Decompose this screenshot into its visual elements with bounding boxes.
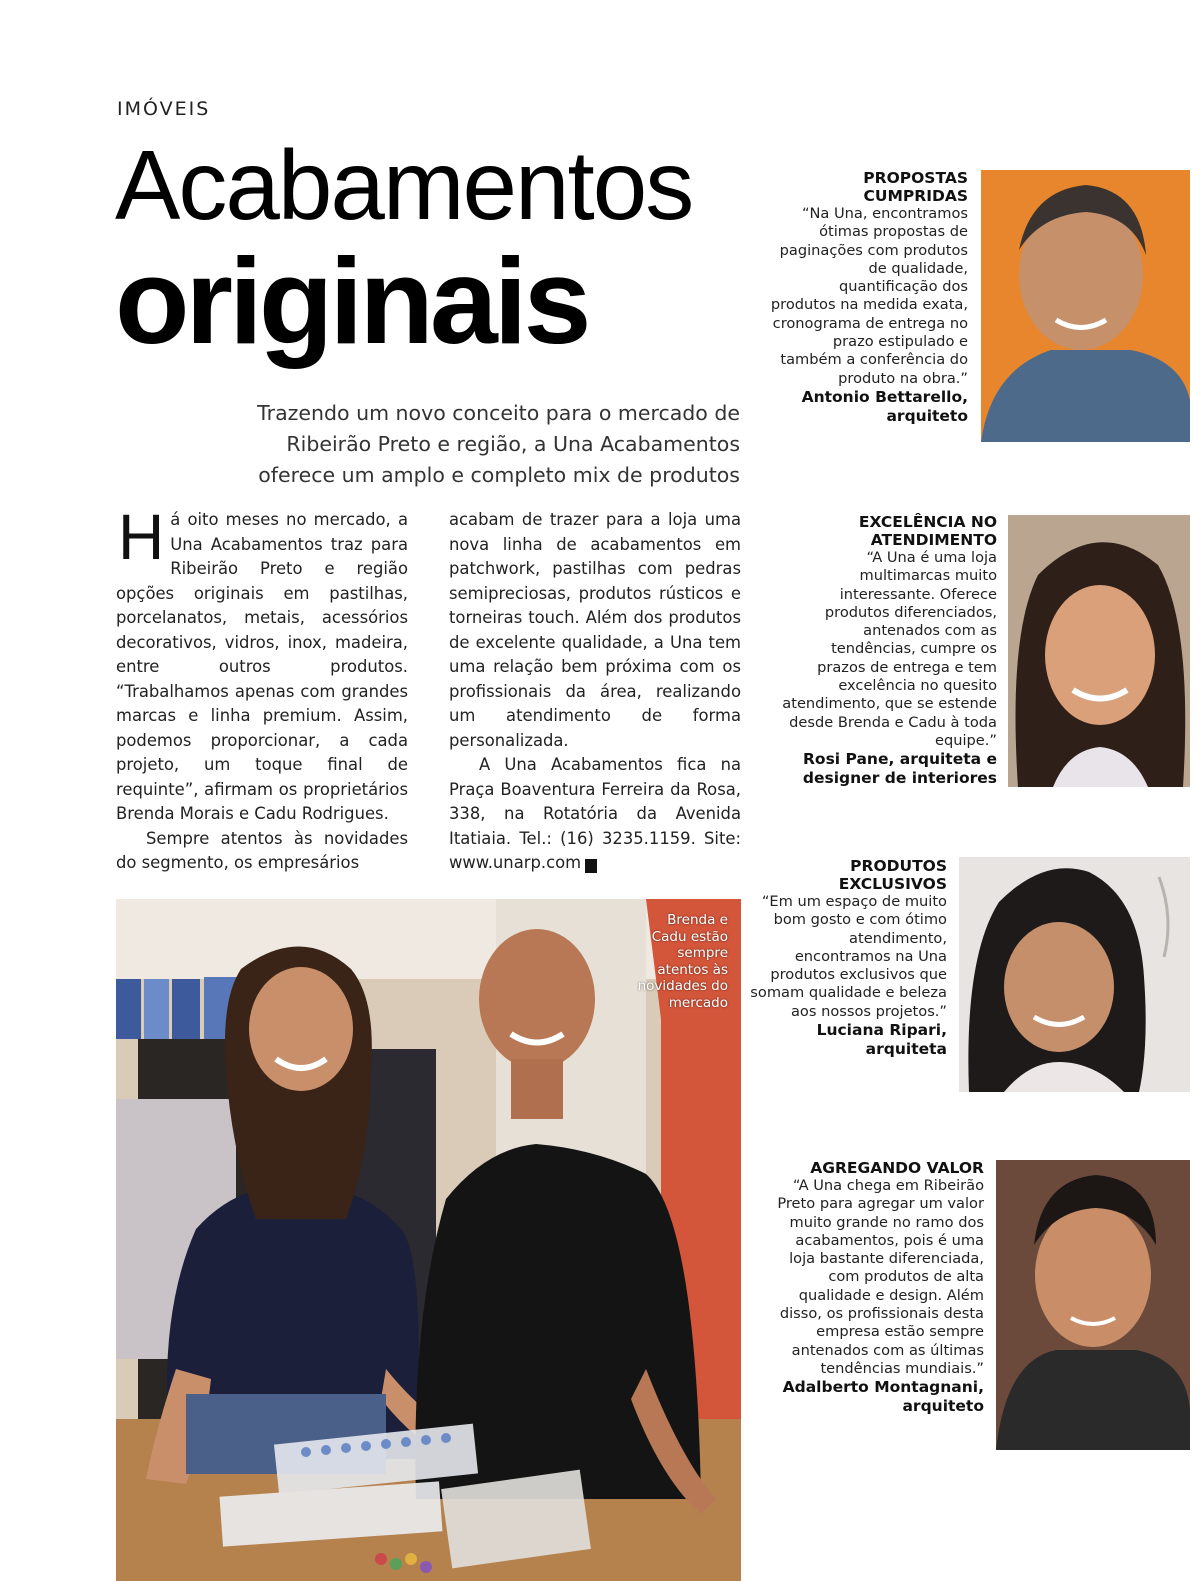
testimonial-title: EXCELÊNCIA NO ATENDIMENTO — [858, 513, 997, 549]
testimonial-title: PRODUTOS EXCLUSIVOS — [838, 857, 947, 893]
testimonial-title: AGREGANDO VALOR — [810, 1159, 984, 1177]
testimonial-1 — [770, 169, 968, 426]
article-paragraph — [116, 501, 408, 827]
testimonial-author: Adalberto Montagnani, arquiteto — [782, 1378, 984, 1416]
testimonial-2 — [780, 513, 997, 788]
end-mark-icon: r — [585, 859, 597, 873]
testimonial-3 — [750, 857, 947, 1059]
drop-cap: H — [118, 501, 165, 573]
testimonial-author: Rosi Pane, arquiteta e designer de interiores — [802, 750, 997, 788]
article-column-1 — [116, 501, 408, 876]
testimonial-text: “Em um espaço de muito bom gosto e com ótimo atendimento, encontramos na Una produtos exclusivos que somam qualidade e beleza aos nossos projetos.” — [750, 893, 947, 1020]
headline-line-1: Acabamentos — [115, 130, 693, 240]
subtitle: Trazendo um novo conceito para o mercado de Ribeirão Preto e região, a Una Acabamentos oferece um amplo e completo mix de produtos — [257, 401, 740, 487]
testimonial-title: PROPOSTAS CUMPRIDAS — [863, 169, 968, 205]
testimonial-text: “Na Una, encontramos ótimas propostas de paginações com produtos de qualidade, quantificação dos produtos na medida exata, cronograma de entrega no prazo estipulado e também a conferência do produto na obra.” — [770, 205, 968, 387]
article-paragraph: Sempre atentos às novidades do segmento, os empresários — [116, 828, 408, 872]
photo-caption: Brenda e Cadu estão sempre atentos às novidades do mercado — [637, 912, 728, 1011]
testimonial-author: Luciana Ripari, arquiteta — [816, 1021, 947, 1059]
section-label: IMÓVEIS — [117, 98, 211, 120]
portrait-adalberto-montagnani — [996, 1160, 1190, 1450]
article-paragraph-text: A Una Acabamentos fica na Praça Boaventura Ferreira da Rosa, 338, na Rotatória da Avenida Itatiaia. Tel.: (16) 3235.1159. Site: www.unarp.com — [449, 755, 741, 872]
portrait-luciana-ripari — [959, 857, 1190, 1092]
testimonial-text: “A Una é uma loja multimarcas muito interessante. Oferece produtos diferenciados, antenados com as tendências, cumpre os prazos de entrega e tem excelência no quesito atendimento, que se estende desde Brenda e Cadu à toda equipe.” — [782, 549, 997, 749]
article-column-2 — [449, 508, 741, 876]
headline-line-2: originais — [115, 233, 588, 369]
article-paragraph — [449, 753, 741, 876]
testimonial-text: “A Una chega em Ribeirão Preto para agregar um valor muito grande no ramo dos acabamentos, pois é uma loja bastante diferenciada, com produtos de alta qualidade e design. Além disso, os profissionais desta empresa estão sempre antenados com as últimas tendências mundiais.” — [777, 1177, 984, 1377]
testimonial-author: Antonio Bettarello, arquiteto — [801, 387, 968, 425]
portrait-antonio-bettarello — [981, 170, 1190, 442]
testimonial-4 — [770, 1159, 984, 1416]
article-paragraph-text: á oito meses no mercado, a Una Acabamentos traz para Ribeirão Preto e região opções originais em pastilhas, porcelanatos, metais, acessórios decorativos, vidros, inox, madeira, entre outros produtos. “Trabalhamos apenas com grandes marcas e linha premium. Assim, podemos proporcionar, a cada projeto, um toque final de requinte”, afirmam os proprietários Brenda Morais e Cadu Rodrigues. — [116, 510, 408, 823]
article-paragraph: acabam de trazer para a loja uma nova linha de acabamentos em patchwork, pastilhas com pedras semipreciosas, produtos rústicos e torneiras touch. Além dos produtos de excelente qualidade, a Una tem uma relação bem próxima com os profissionais da área, realizando um atendimento de forma personalizada. — [449, 510, 741, 750]
portrait-rosi-pane — [1008, 515, 1190, 787]
